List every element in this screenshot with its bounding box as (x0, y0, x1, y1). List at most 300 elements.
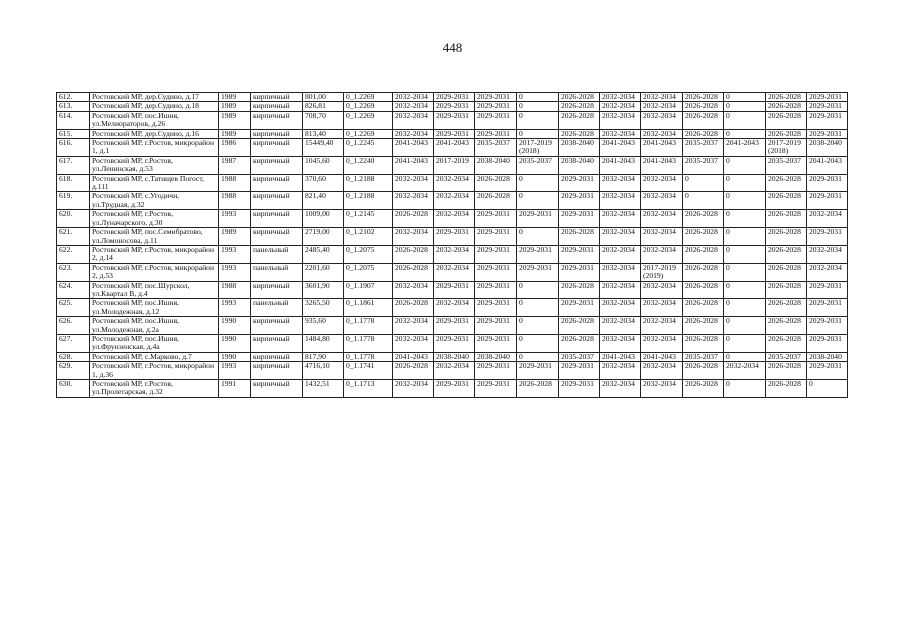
cell-build-year: 1988 (219, 174, 251, 192)
cell-period-roof: 2032-2034 (393, 129, 434, 138)
table-row (57, 380, 848, 398)
cell-period-cold-water: 2032-2034 (600, 263, 641, 281)
cell-period-basement: 2029-2031 (807, 192, 848, 210)
table-body (57, 93, 848, 398)
cell-period-roof: 2041-2043 (393, 139, 434, 157)
cell-wall-material: панельный (251, 299, 303, 317)
cell-address: Ростовский МР, пос.Ишня, ул.Молодежная, д.2а (90, 317, 219, 335)
cell-build-year: 1989 (219, 93, 251, 102)
cell-period-hot-water: 2032-2034 (641, 111, 683, 129)
cell-period-electricity: 2026-2028 (766, 192, 807, 210)
cell-object-code: 0_1.1907 (344, 281, 393, 299)
cell-period-facade: 2017-2019 (434, 156, 475, 174)
cell-wall-material: кирпичный (251, 111, 303, 129)
cell-build-year: 1993 (219, 210, 251, 228)
cell-period-foundation: 2029-2031 (475, 334, 517, 352)
cell-period-cold-water: 2032-2034 (600, 299, 641, 317)
cell-period-hot-water: 2032-2034 (641, 317, 683, 335)
cell-period-sewerage: 2026-2028 (683, 111, 724, 129)
cell-period-basement: 2029-2031 (807, 174, 848, 192)
table-row (57, 111, 848, 129)
cell-period-basement: 2041-2043 (807, 156, 848, 174)
cell-address: Ростовский МР, г.Ростов, микрорайон 2, д.53 (90, 263, 219, 281)
cell-area: 15449,40 (303, 139, 344, 157)
cell-period-roof: 2032-2034 (393, 317, 434, 335)
cell-period-hot-water: 2032-2034 (641, 228, 683, 246)
cell-period-foundation: 2029-2031 (475, 263, 517, 281)
cell-period-foundation: 2038-2040 (475, 352, 517, 361)
cell-period-heating: 2038-2040 (559, 156, 600, 174)
cell-area: 1009,00 (303, 210, 344, 228)
cell-period-elevator: 0 (517, 174, 559, 192)
cell-period-elevator: 2035-2037 (517, 156, 559, 174)
cell-period-cold-water: 2032-2034 (600, 111, 641, 129)
cell-period-elevator: 0 (517, 93, 559, 102)
cell-address: Ростовский МР, с.Марково, д.7 (90, 352, 219, 361)
cell-area: 813,40 (303, 129, 344, 138)
cell-object-code: 0_1.1778 (344, 352, 393, 361)
cell-period-gas: 0 (724, 263, 766, 281)
cell-period-hot-water: 2032-2034 (641, 380, 683, 398)
cell-period-roof: 2026-2028 (393, 210, 434, 228)
cell-period-elevator: 0 (517, 102, 559, 111)
cell-period-elevator: 0 (517, 228, 559, 246)
cell-row-number: 630. (57, 380, 90, 398)
cell-wall-material: кирпичный (251, 93, 303, 102)
cell-period-gas: 0 (724, 174, 766, 192)
cell-address: Ростовский МР, пос.Семибратово, ул.Ломоносова, д.11 (90, 228, 219, 246)
cell-period-basement: 2032-2034 (807, 210, 848, 228)
cell-row-number: 613. (57, 102, 90, 111)
cell-period-roof: 2026-2028 (393, 299, 434, 317)
cell-period-roof: 2032-2034 (393, 192, 434, 210)
cell-wall-material: кирпичный (251, 334, 303, 352)
cell-period-elevator: 2026-2028 (517, 380, 559, 398)
cell-period-elevator: 2029-2031 (517, 362, 559, 380)
cell-object-code: 0_1.1778 (344, 317, 393, 335)
cell-period-basement: 2029-2031 (807, 111, 848, 129)
cell-period-foundation: 2035-2037 (475, 139, 517, 157)
cell-object-code: 0_1.2269 (344, 102, 393, 111)
cell-period-foundation: 2029-2031 (475, 228, 517, 246)
cell-period-heating: 2026-2028 (559, 102, 600, 111)
cell-row-number: 620. (57, 210, 90, 228)
cell-period-cold-water: 2032-2034 (600, 102, 641, 111)
cell-period-facade: 2032-2034 (434, 192, 475, 210)
cell-period-basement: 2038-2040 (807, 352, 848, 361)
cell-wall-material: кирпичный (251, 281, 303, 299)
cell-period-elevator: 0 (517, 299, 559, 317)
cell-period-roof: 2032-2034 (393, 111, 434, 129)
cell-period-facade: 2029-2031 (434, 93, 475, 102)
table-row (57, 129, 848, 138)
cell-period-gas: 0 (724, 192, 766, 210)
cell-area: 826,81 (303, 102, 344, 111)
cell-period-gas: 0 (724, 299, 766, 317)
cell-period-elevator: 2029-2031 (517, 263, 559, 281)
cell-address: Ростовский МР, г.Ростов, ул.Луначарского, д.30 (90, 210, 219, 228)
cell-area: 2201,60 (303, 263, 344, 281)
cell-row-number: 624. (57, 281, 90, 299)
cell-period-electricity: 2026-2028 (766, 299, 807, 317)
cell-period-sewerage: 0 (683, 174, 724, 192)
cell-period-electricity: 2035-2037 (766, 352, 807, 361)
cell-period-heating: 2029-2031 (559, 245, 600, 263)
cell-period-electricity: 2026-2028 (766, 380, 807, 398)
cell-area: 801,00 (303, 93, 344, 102)
cell-period-foundation: 2029-2031 (475, 102, 517, 111)
cell-period-foundation: 2038-2040 (475, 156, 517, 174)
cell-period-elevator: 0 (517, 111, 559, 129)
cell-build-year: 1989 (219, 102, 251, 111)
cell-period-gas: 0 (724, 334, 766, 352)
cell-row-number: 618. (57, 174, 90, 192)
cell-area: 1484,80 (303, 334, 344, 352)
cell-period-heating: 2035-2037 (559, 352, 600, 361)
cell-period-sewerage: 2035-2037 (683, 139, 724, 157)
cell-build-year: 1993 (219, 299, 251, 317)
cell-period-facade: 2029-2031 (434, 102, 475, 111)
cell-period-electricity: 2026-2028 (766, 111, 807, 129)
cell-period-cold-water: 2041-2043 (600, 139, 641, 157)
cell-period-basement: 2029-2031 (807, 93, 848, 102)
cell-period-hot-water: 2041-2043 (641, 156, 683, 174)
cell-area: 2485,40 (303, 245, 344, 263)
cell-period-hot-water: 2032-2034 (641, 192, 683, 210)
cell-build-year: 1989 (219, 111, 251, 129)
cell-period-heating: 2026-2028 (559, 129, 600, 138)
cell-row-number: 616. (57, 139, 90, 157)
cell-build-year: 1991 (219, 380, 251, 398)
cell-build-year: 1993 (219, 245, 251, 263)
cell-period-roof: 2026-2028 (393, 245, 434, 263)
cell-period-hot-water: 2017-2019 (2019) (641, 263, 683, 281)
cell-address: Ростовский МР, с.Татищев Погост, д.111 (90, 174, 219, 192)
cell-period-hot-water: 2032-2034 (641, 281, 683, 299)
cell-period-basement: 2032-2034 (807, 245, 848, 263)
cell-period-electricity: 2035-2037 (766, 156, 807, 174)
cell-build-year: 1990 (219, 334, 251, 352)
cell-build-year: 1986 (219, 139, 251, 157)
cell-period-gas: 0 (724, 156, 766, 174)
cell-area: 817,90 (303, 352, 344, 361)
cell-row-number: 626. (57, 317, 90, 335)
cell-build-year: 1993 (219, 362, 251, 380)
cell-build-year: 1990 (219, 317, 251, 335)
cell-period-basement: 2032-2034 (807, 263, 848, 281)
cell-period-basement: 2029-2031 (807, 102, 848, 111)
cell-period-sewerage: 2026-2028 (683, 263, 724, 281)
cell-period-roof: 2032-2034 (393, 102, 434, 111)
page-number: 448 (442, 40, 463, 55)
cell-period-gas: 0 (724, 317, 766, 335)
cell-period-facade: 2032-2034 (434, 263, 475, 281)
cell-period-facade: 2032-2034 (434, 299, 475, 317)
cell-period-electricity: 2026-2028 (766, 362, 807, 380)
cell-period-heating: 2029-2031 (559, 380, 600, 398)
cell-object-code: 0_1.2245 (344, 139, 393, 157)
cell-period-hot-water: 2032-2034 (641, 334, 683, 352)
cell-period-foundation: 2029-2031 (475, 210, 517, 228)
cell-period-foundation: 2029-2031 (475, 93, 517, 102)
cell-period-roof: 2032-2034 (393, 334, 434, 352)
cell-period-roof: 2041-2043 (393, 352, 434, 361)
cell-area: 2719,00 (303, 228, 344, 246)
cell-period-heating: 2038-2040 (559, 139, 600, 157)
cell-period-facade: 2029-2031 (434, 281, 475, 299)
cell-period-hot-water: 2032-2034 (641, 129, 683, 138)
cell-period-roof: 2032-2034 (393, 174, 434, 192)
cell-period-hot-water: 2032-2034 (641, 210, 683, 228)
cell-period-foundation: 2029-2031 (475, 129, 517, 138)
cell-address: Ростовский МР, пос.Ишня, ул.Фрунзенская, д.4а (90, 334, 219, 352)
cell-period-electricity: 2026-2028 (766, 245, 807, 263)
table-row (57, 281, 848, 299)
cell-period-heating: 2026-2028 (559, 334, 600, 352)
table-row (57, 352, 848, 361)
cell-period-hot-water: 2041-2043 (641, 139, 683, 157)
cell-period-facade: 2029-2031 (434, 380, 475, 398)
cell-period-electricity: 2026-2028 (766, 228, 807, 246)
cell-period-heating: 2029-2031 (559, 174, 600, 192)
cell-period-basement: 2029-2031 (807, 317, 848, 335)
cell-wall-material: кирпичный (251, 129, 303, 138)
cell-row-number: 615. (57, 129, 90, 138)
cell-period-foundation: 2029-2031 (475, 281, 517, 299)
cell-period-roof: 2032-2034 (393, 228, 434, 246)
cell-period-sewerage: 2026-2028 (683, 380, 724, 398)
cell-object-code: 0_1.2188 (344, 192, 393, 210)
table-row (57, 93, 848, 102)
cell-period-heating: 2026-2028 (559, 93, 600, 102)
cell-wall-material: кирпичный (251, 139, 303, 157)
cell-wall-material: кирпичный (251, 102, 303, 111)
cell-period-facade: 2038-2040 (434, 352, 475, 361)
cell-period-cold-water: 2032-2034 (600, 192, 641, 210)
cell-period-roof: 2032-2034 (393, 380, 434, 398)
table-row (57, 362, 848, 380)
cell-build-year: 1990 (219, 352, 251, 361)
cell-row-number: 627. (57, 334, 90, 352)
cell-period-facade: 2029-2031 (434, 129, 475, 138)
table-row (57, 317, 848, 335)
table-row (57, 139, 848, 157)
cell-area: 1045,60 (303, 156, 344, 174)
cell-period-gas: 0 (724, 129, 766, 138)
cell-period-sewerage: 0 (683, 192, 724, 210)
cell-object-code: 0_1.2269 (344, 129, 393, 138)
cell-wall-material: панельный (251, 245, 303, 263)
cell-area: 935,60 (303, 317, 344, 335)
cell-address: Ростовский МР, г.Ростов, микрорайон 2, д.14 (90, 245, 219, 263)
table-row (57, 228, 848, 246)
cell-wall-material: кирпичный (251, 380, 303, 398)
cell-period-roof: 2026-2028 (393, 362, 434, 380)
cell-period-facade: 2032-2034 (434, 245, 475, 263)
table-row (57, 299, 848, 317)
cell-period-sewerage: 2026-2028 (683, 228, 724, 246)
cell-area: 1432,51 (303, 380, 344, 398)
cell-period-sewerage: 2026-2028 (683, 210, 724, 228)
cell-period-facade: 2029-2031 (434, 334, 475, 352)
cell-period-electricity: 2026-2028 (766, 210, 807, 228)
cell-object-code: 0_1.2075 (344, 245, 393, 263)
cell-period-facade: 2032-2034 (434, 174, 475, 192)
table-row (57, 245, 848, 263)
cell-row-number: 614. (57, 111, 90, 129)
table-row (57, 210, 848, 228)
cell-period-heating: 2029-2031 (559, 210, 600, 228)
cell-area: 708,70 (303, 111, 344, 129)
cell-period-heating: 2026-2028 (559, 228, 600, 246)
table-row (57, 263, 848, 281)
cell-period-heating: 2029-2031 (559, 299, 600, 317)
cell-object-code: 0_1.2240 (344, 156, 393, 174)
cell-area: 821,40 (303, 192, 344, 210)
cell-area: 3265,50 (303, 299, 344, 317)
cell-period-facade: 2029-2031 (434, 317, 475, 335)
cell-wall-material: кирпичный (251, 228, 303, 246)
cell-period-elevator: 2017-2019 (2018) (517, 139, 559, 157)
cell-period-cold-water: 2032-2034 (600, 245, 641, 263)
cell-period-electricity: 2026-2028 (766, 174, 807, 192)
cell-period-cold-water: 2032-2034 (600, 334, 641, 352)
housing-registry-table (56, 92, 848, 398)
cell-period-elevator: 2029-2031 (517, 210, 559, 228)
cell-period-cold-water: 2032-2034 (600, 380, 641, 398)
cell-period-electricity: 2026-2028 (766, 281, 807, 299)
cell-wall-material: кирпичный (251, 362, 303, 380)
cell-row-number: 629. (57, 362, 90, 380)
cell-period-heating: 2029-2031 (559, 362, 600, 380)
cell-period-facade: 2032-2034 (434, 362, 475, 380)
cell-period-elevator: 2029-2031 (517, 245, 559, 263)
cell-build-year: 1993 (219, 263, 251, 281)
cell-period-sewerage: 2026-2028 (683, 334, 724, 352)
cell-period-sewerage: 2035-2037 (683, 156, 724, 174)
cell-wall-material: кирпичный (251, 210, 303, 228)
cell-build-year: 1988 (219, 281, 251, 299)
cell-wall-material: панельный (251, 263, 303, 281)
cell-period-cold-water: 2032-2034 (600, 281, 641, 299)
cell-period-basement: 2029-2031 (807, 129, 848, 138)
cell-period-hot-water: 2032-2034 (641, 93, 683, 102)
cell-build-year: 1989 (219, 129, 251, 138)
cell-period-gas: 0 (724, 245, 766, 263)
cell-wall-material: кирпичный (251, 174, 303, 192)
cell-period-facade: 2041-2043 (434, 139, 475, 157)
cell-period-electricity: 2026-2028 (766, 263, 807, 281)
cell-wall-material: кирпичный (251, 352, 303, 361)
cell-period-cold-water: 2032-2034 (600, 129, 641, 138)
table-row (57, 156, 848, 174)
cell-period-sewerage: 2026-2028 (683, 129, 724, 138)
cell-object-code: 0_1.1778 (344, 334, 393, 352)
cell-row-number: 628. (57, 352, 90, 361)
cell-period-elevator: 0 (517, 129, 559, 138)
cell-object-code: 0_1.1861 (344, 299, 393, 317)
cell-period-hot-water: 2041-2043 (641, 352, 683, 361)
cell-period-foundation: 2029-2031 (475, 245, 517, 263)
cell-period-cold-water: 2032-2034 (600, 317, 641, 335)
cell-period-cold-water: 2032-2034 (600, 93, 641, 102)
cell-period-electricity: 2017-2019 (2018) (766, 139, 807, 157)
cell-address: Ростовский МР, дер.Судино, д.17 (90, 93, 219, 102)
cell-period-foundation: 2026-2028 (475, 174, 517, 192)
cell-period-sewerage: 2026-2028 (683, 102, 724, 111)
cell-period-cold-water: 2032-2034 (600, 210, 641, 228)
cell-wall-material: кирпичный (251, 192, 303, 210)
cell-period-hot-water: 2032-2034 (641, 245, 683, 263)
cell-row-number: 612. (57, 93, 90, 102)
cell-period-electricity: 2026-2028 (766, 334, 807, 352)
cell-period-foundation: 2029-2031 (475, 362, 517, 380)
table-row (57, 102, 848, 111)
cell-period-gas: 0 (724, 93, 766, 102)
cell-object-code: 0_1.2102 (344, 228, 393, 246)
cell-period-gas: 2041-2043 (724, 139, 766, 157)
cell-period-gas: 0 (724, 228, 766, 246)
cell-period-basement: 2029-2031 (807, 228, 848, 246)
cell-period-elevator: 0 (517, 317, 559, 335)
cell-row-number: 617. (57, 156, 90, 174)
cell-wall-material: кирпичный (251, 317, 303, 335)
cell-address: Ростовский МР, дер.Судино, д.18 (90, 102, 219, 111)
cell-period-basement: 0 (807, 380, 848, 398)
cell-period-facade: 2029-2031 (434, 228, 475, 246)
cell-address: Ростовский МР, пос.Ишня, ул.Молодежная, д.12 (90, 299, 219, 317)
cell-period-gas: 0 (724, 281, 766, 299)
cell-period-sewerage: 2026-2028 (683, 281, 724, 299)
cell-address: Ростовский МР, г.Ростов, микрорайон 1, д.1 (90, 139, 219, 157)
cell-period-heating: 2029-2031 (559, 263, 600, 281)
cell-period-hot-water: 2032-2034 (641, 299, 683, 317)
cell-address: Ростовский МР, г.Ростов, ул.Пролетарская, д.32 (90, 380, 219, 398)
cell-period-roof: 2032-2034 (393, 281, 434, 299)
cell-period-heating: 2026-2028 (559, 281, 600, 299)
cell-period-gas: 0 (724, 111, 766, 129)
cell-row-number: 625. (57, 299, 90, 317)
cell-wall-material: кирпичный (251, 156, 303, 174)
cell-period-gas: 0 (724, 102, 766, 111)
cell-period-hot-water: 2032-2034 (641, 102, 683, 111)
cell-period-basement: 2029-2031 (807, 281, 848, 299)
cell-object-code: 0_1.1741 (344, 362, 393, 380)
cell-period-gas: 0 (724, 380, 766, 398)
cell-period-cold-water: 2032-2034 (600, 362, 641, 380)
cell-period-sewerage: 2026-2028 (683, 93, 724, 102)
cell-period-foundation: 2029-2031 (475, 380, 517, 398)
cell-address: Ростовский МР, с.Угодичи, ул.Трудная, д.32 (90, 192, 219, 210)
cell-period-sewerage: 2026-2028 (683, 362, 724, 380)
cell-period-sewerage: 2026-2028 (683, 245, 724, 263)
cell-period-basement: 2029-2031 (807, 334, 848, 352)
cell-period-foundation: 2029-2031 (475, 111, 517, 129)
cell-period-gas: 0 (724, 352, 766, 361)
cell-address: Ростовский МР, дер.Судино, д.16 (90, 129, 219, 138)
cell-period-gas: 2032-2034 (724, 362, 766, 380)
cell-address: Ростовский МР, г.Ростов, микрорайон 1, д.36 (90, 362, 219, 380)
cell-period-cold-water: 2041-2043 (600, 156, 641, 174)
cell-period-foundation: 2026-2028 (475, 192, 517, 210)
cell-period-gas: 0 (724, 210, 766, 228)
cell-period-foundation: 2029-2031 (475, 299, 517, 317)
cell-period-cold-water: 2041-2043 (600, 352, 641, 361)
cell-object-code: 0_1.2269 (344, 111, 393, 129)
cell-period-electricity: 2026-2028 (766, 129, 807, 138)
cell-address: Ростовский МР, г.Ростов, ул.Ленинская, д.53 (90, 156, 219, 174)
cell-period-basement: 2029-2031 (807, 299, 848, 317)
